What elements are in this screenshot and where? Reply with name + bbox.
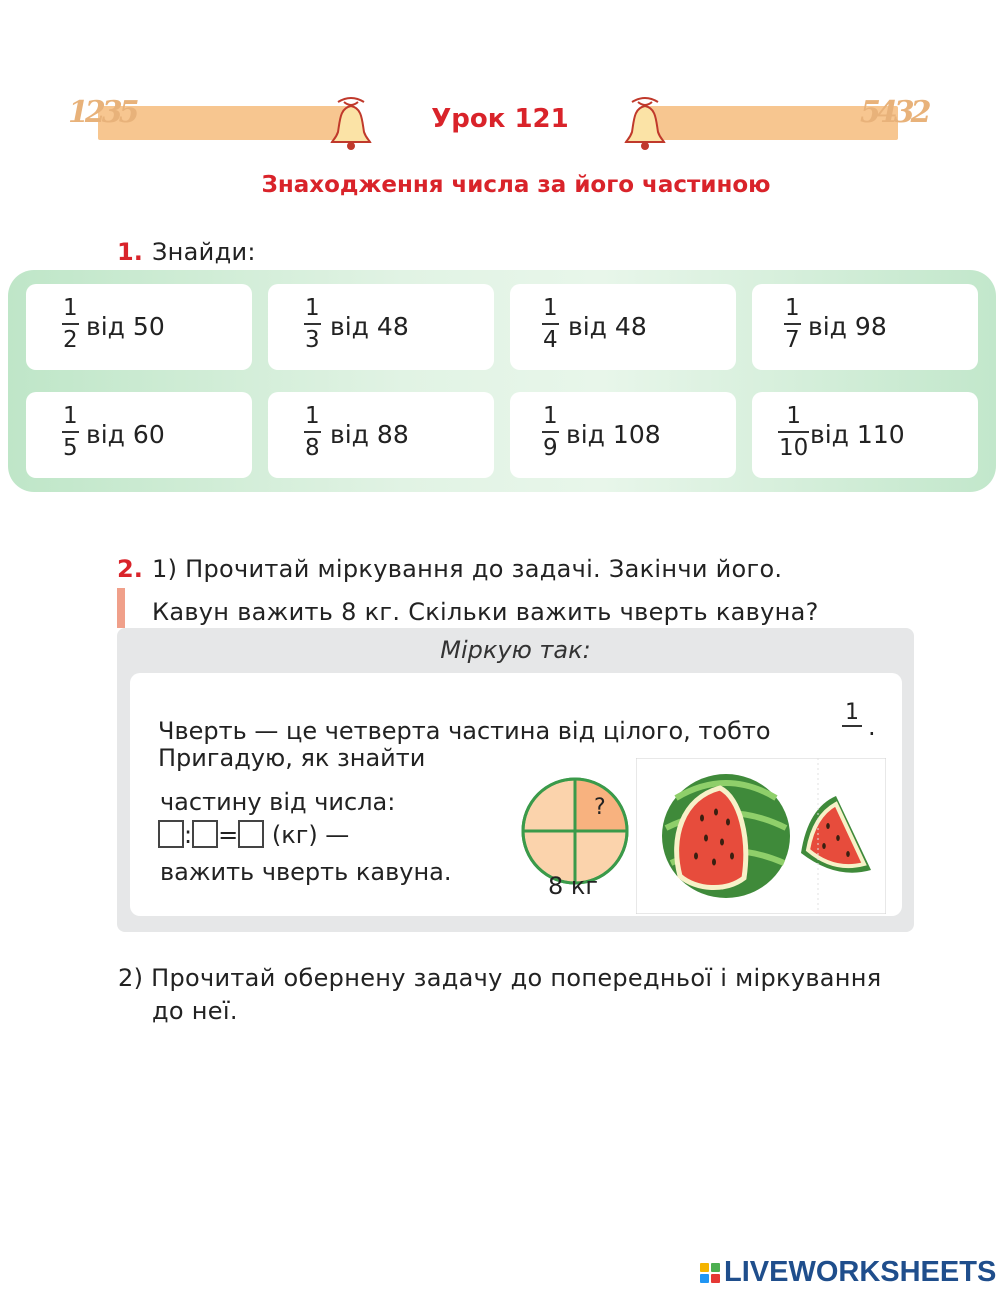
- reasoning-equation: [158, 820, 349, 849]
- header-digits-right: 5432: [860, 95, 928, 130]
- watermelon-illustration: [636, 758, 886, 914]
- logo-icon: [700, 1263, 720, 1283]
- period: .: [868, 713, 876, 741]
- fraction-cell: [268, 392, 494, 478]
- brand-text: LIVEWORKSHEETS: [724, 1256, 997, 1288]
- fraction-of-text: від 108: [566, 420, 661, 449]
- lesson-subtitle: Знаходження числа за його частиною: [261, 172, 771, 198]
- fraction: 1 4: [543, 295, 558, 353]
- header-digits-left: 1235: [68, 95, 136, 130]
- fraction-cell: [26, 284, 252, 370]
- fraction-of-text: від 98: [808, 312, 887, 341]
- reasoning-line5: важить чверть кавуна.: [160, 858, 452, 886]
- divide-sign: :: [184, 821, 193, 849]
- fraction: 1 5: [63, 403, 78, 461]
- reasoning-title: Міркую так:: [440, 636, 591, 664]
- equals-sign: =: [218, 821, 239, 849]
- fraction: 1 7: [785, 295, 800, 353]
- fraction-cell: [510, 392, 736, 478]
- fraction-cell: [26, 392, 252, 478]
- fraction-cell: [268, 284, 494, 370]
- task2-number: 2.: [117, 555, 143, 583]
- reasoning-line2: Пригадую, як знайти: [158, 744, 426, 772]
- fraction: 1 8: [305, 403, 320, 461]
- fraction-cell: [752, 284, 978, 370]
- answer-box[interactable]: [158, 820, 184, 848]
- fraction: 1 10: [779, 403, 809, 461]
- fraction: 1 3: [305, 295, 320, 353]
- bell-icon: [328, 96, 374, 152]
- reasoning-line1: Чверть — це четверта частина від цілого, тобто: [158, 717, 771, 745]
- circle-label: 8 кг: [548, 872, 599, 900]
- fraction-of-text: від 48: [330, 312, 409, 341]
- quarter-circle-diagram: [520, 776, 630, 886]
- task2-line1: 1) Прочитай міркування до задачі. Закінчи його.: [152, 555, 783, 583]
- task1-prompt: Знайди:: [152, 238, 256, 266]
- unit-text: (кг) —: [271, 821, 350, 849]
- fraction-of-text: від 48: [568, 312, 647, 341]
- fraction-of-text: від 50: [86, 312, 165, 341]
- fraction-cell: [510, 284, 736, 370]
- reasoning-line3: частину від числа:: [160, 788, 396, 816]
- part2-line2: до неї.: [152, 997, 238, 1025]
- task1-number: 1.: [117, 238, 143, 266]
- bell-icon: [622, 96, 668, 152]
- fraction-of-text: від 88: [330, 420, 409, 449]
- answer-box[interactable]: [238, 820, 264, 848]
- quarter-fraction: 1: [842, 700, 862, 752]
- task2-marker: [117, 588, 125, 628]
- fraction-of-text: від 60: [86, 420, 165, 449]
- fraction: 1 9: [543, 403, 558, 461]
- lesson-title: Урок 121: [431, 104, 569, 134]
- fraction-of-text: від 110: [810, 420, 905, 449]
- answer-box[interactable]: [192, 820, 218, 848]
- fraction: 1 2: [63, 295, 78, 353]
- liveworksheets-logo: [700, 1256, 996, 1289]
- task2-line2: Кавун важить 8 кг. Скільки важить чверть кавуна?: [152, 598, 819, 626]
- part2-line1: 2) Прочитай обернену задачу до попередньої і міркування: [118, 964, 882, 992]
- question-mark: ?: [594, 795, 606, 820]
- fraction-cell: [752, 392, 978, 478]
